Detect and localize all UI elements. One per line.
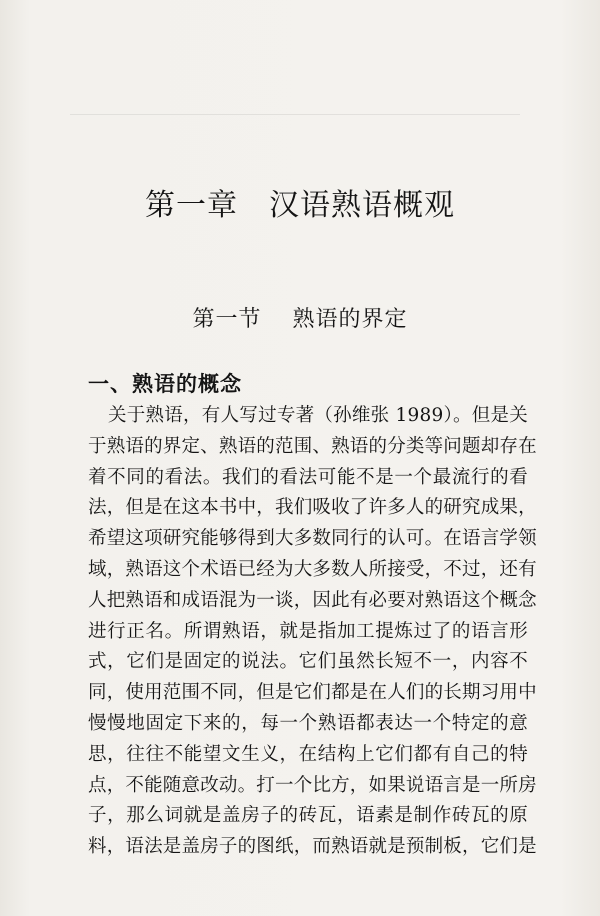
text-line: 进行正名。所谓熟语，就是指加工提炼过了的语言形 [88,620,528,642]
text-line: 点，不能随意改动。打一个比方，如果说语言是一所房 [88,774,537,796]
text-line: 思，往往不能望文生义，在结构上它们都有自己的特 [88,743,528,765]
text-line: 于熟语的界定、熟语的范围、熟语的分类等问题却存在 [88,435,537,457]
text-line: 法，但是在这本书中，我们吸收了许多人的研究成果， [88,497,537,519]
body-paragraph [88,401,537,863]
text-line: 人把熟语和成语混为一谈，因此有必要对熟语这个概念 [88,589,537,611]
text-line: 希望这项研究能够得到大多数同行的认可。在语言学领 [88,528,537,550]
text-line: 域，熟语这个术语已经为大多数人所接受，不过，还有 [88,558,537,580]
text-line: 关于熟语，有人写过专著（孙维张 1989）。但是关 [108,405,528,426]
text-line: 着不同的看法。我们的看法可能不是一个最流行的看 [88,466,528,488]
text-line: 同，使用范围不同，但是它们都是在人们的长期习用中 [88,682,537,704]
subsection-title: 一、熟语的概念 [88,372,242,396]
running-head [70,96,520,115]
text-line: 子，那么词就是盖房子的砖瓦，语素是制作砖瓦的原 [88,805,528,827]
chapter-title: 第一章 汉语熟语概观 [145,188,455,223]
text-line: 式，它们是固定的说法。它们虽然长短不一，内容不 [88,651,528,673]
section-title: 第一节 熟语的界定 [192,307,408,332]
text-line: 料，语法是盖房子的图纸，而熟语就是预制板，它们是 [88,836,537,858]
text-line: 慢慢地固定下来的，每一个熟语都表达一个特定的意 [88,712,528,734]
